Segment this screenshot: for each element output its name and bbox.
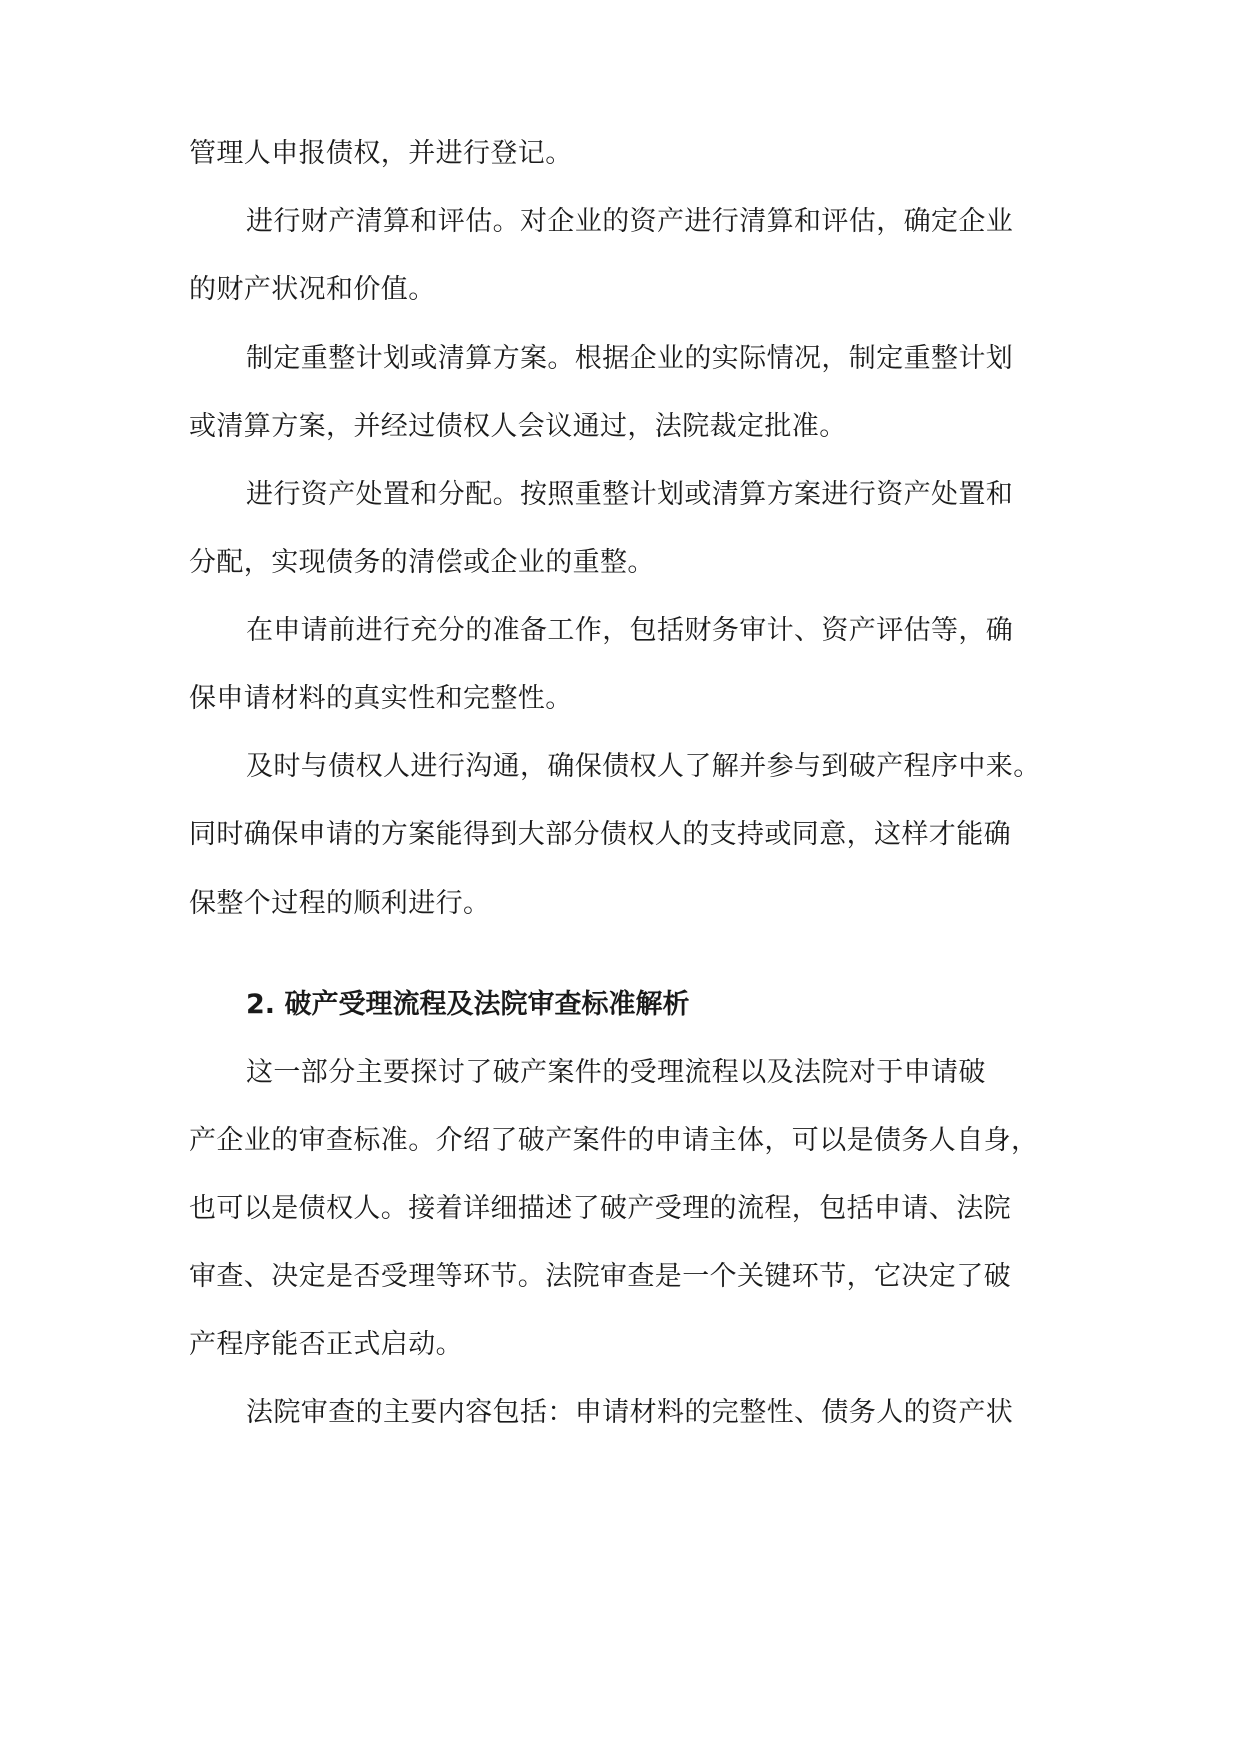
text-line: 管理人申报债权，并进行登记。 — [189, 138, 573, 169]
text-line: 也可以是债权人。接着详细描述了破产受理的流程，包括申请、法院 — [189, 1193, 1011, 1224]
text-line: 产企业的审查标准。介绍了破产案件的申请主体，可以是债务人自身， — [189, 1125, 1039, 1156]
text-line: 审查、决定是否受理等环节。法院审查是一个关键环节，它决定了破 — [189, 1261, 1011, 1292]
text-line: 的财产状况和价值。 — [189, 274, 436, 305]
text-line: 或清算方案，并经过债权人会议通过，法院裁定批准。 — [189, 411, 847, 442]
text-line: 保整个过程的顺利进行。 — [189, 888, 491, 919]
text-line: 进行资产处置和分配。按照重整计划或清算方案进行资产处置和 — [246, 479, 1014, 510]
section-heading: 2. 破产受理流程及法院审查标准解析 — [246, 989, 690, 1020]
text-line: 保申请材料的真实性和完整性。 — [189, 683, 573, 714]
text-line: 及时与债权人进行沟通，确保债权人了解并参与到破产程序中来。 — [246, 751, 1041, 782]
text-line: 在申请前进行充分的准备工作，包括财务审计、资产评估等，确 — [246, 615, 1014, 646]
text-line: 法院审查的主要内容包括：申请材料的完整性、债务人的资产状 — [246, 1397, 1014, 1428]
text-line: 产程序能否正式启动。 — [189, 1329, 463, 1360]
text-line: 同时确保申请的方案能得到大部分债权人的支持或同意，这样才能确 — [189, 819, 1011, 850]
text-line: 这一部分主要探讨了破产案件的受理流程以及法院对于申请破 — [246, 1057, 986, 1088]
text-line: 制定重整计划或清算方案。根据企业的实际情况，制定重整计划 — [246, 343, 1014, 374]
text-line: 进行财产清算和评估。对企业的资产进行清算和评估，确定企业 — [246, 206, 1014, 237]
text-line: 分配，实现债务的清偿或企业的重整。 — [189, 547, 655, 578]
